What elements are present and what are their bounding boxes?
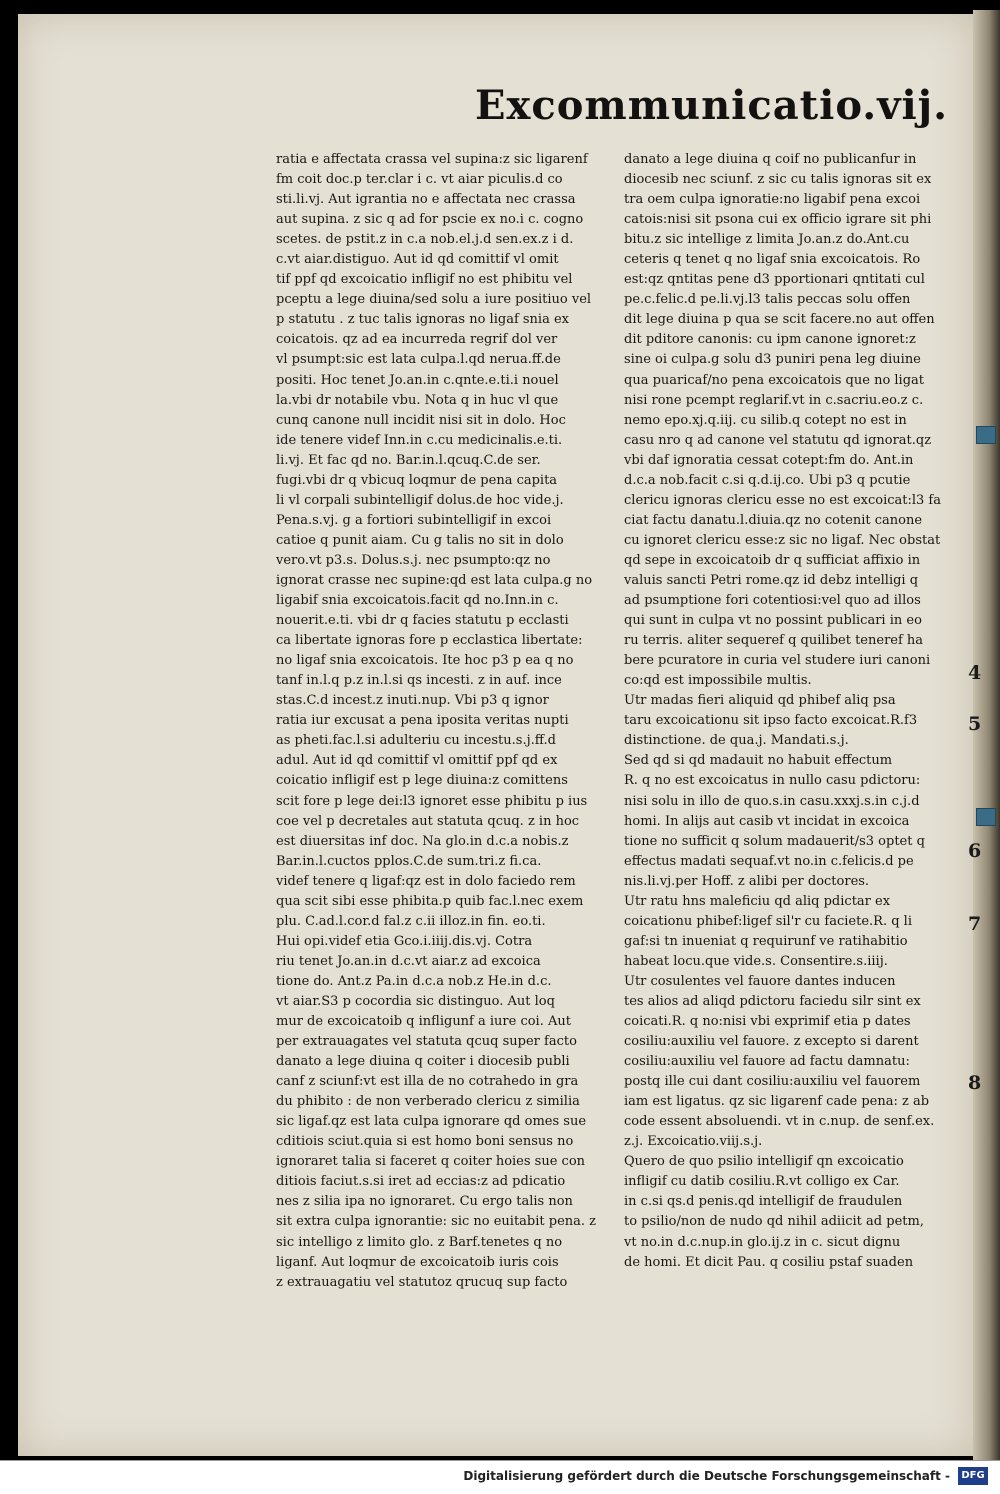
text-line: postq ille cui dant cosiliu:auxiliu vel fauorem [624,1074,921,1090]
text-line: valuis sancti Petri rome.qz id debz intelligi q [624,572,919,588]
text-line: effectus madati sequaf.vt no.in c.felicis.d pe [624,853,914,869]
text-line: riu tenet Jo.an.in d.c.vt aiar.z ad excoica [276,953,541,969]
text-line: vbi daf ignoratia cessat cotept:fm do. Ant.in [624,452,914,468]
text-line: vt no.in d.c.nup.in glo.ij.z in c. sicut dignu [624,1234,901,1250]
text-line: cosiliu:auxiliu vel fauore ad factu damnatu: [624,1054,910,1070]
text-line: ca libertate ignoras fore p ecclastica libertate: [276,633,583,649]
text-line: nisi solu in illo de quo.s.in casu.xxxj.s.in c.j.d [624,793,920,809]
text-line: canf z sciunf:vt est illa de no cotrahedo in gra [276,1074,579,1090]
text-line: Bar.in.l.cuctos pplos.C.de sum.tri.z fi.ca. [276,853,542,869]
text-line: tif ppf qd excoicatio infligif no est phibitu vel [276,272,573,288]
text-line: ru terris. aliter sequeref q quilibet teneref ha [624,633,924,649]
text-line: coe vel p decretales aut statuta qcuq. z in hoc [276,813,580,829]
margin-number: 4 [968,662,982,684]
text-line: danato a lege diuina q coiter i diocesib publi [276,1054,570,1070]
text-line: du phibito : de non verberado clericu z similia [276,1094,580,1110]
text-line: coicatio infligif est p lege diuina:z comittens [276,773,568,789]
text-line: coicati.R. q no:nisi vbi exprimif etia p dates [624,1014,911,1030]
text-line: positi. Hoc tenet Jo.an.in c.qnte.e.ti.i nouel [276,372,559,388]
text-line: ceteris q tenet q no ligaf snia excoicatois. Ro [624,252,921,268]
text-line: ide tenere videf Inn.in c.cu medicinalis.e.ti. [276,432,563,448]
text-line: qui sunt in culpa vt no possint publicari in eo [624,613,922,629]
text-line: vl psumpt:sic est lata culpa.l.qd nerua.ff.de [276,352,561,368]
text-line: adul. Aut id qd comittif vl omittif ppf qd ex [276,753,558,769]
margin-number: 8 [968,1072,982,1094]
text-line: coicationu phibef:ligef sil'r cu faciete.R. q li [624,913,912,929]
text-line: de homi. Et dicit Pau. q cosiliu pstaf suaden [624,1254,914,1270]
text-line: homi. In alijs aut casib vt incidat in excoica [624,813,910,829]
margin-number: 5 [968,713,982,735]
footer-credit: Digitalisierung gefördert durch die Deutsche Forschungsgemeinschaft - [463,1469,950,1483]
right-text-column [624,150,959,1273]
text-line: aut supina. z sic q ad for pscie ex no.i c. cogno [276,212,584,228]
text-line: tanf in.l.q p.z in.l.si qs incesti. z in auf. ince [276,673,562,689]
text-line: diocesib nec sciunf. z sic cu talis ignoras sit ex [624,172,932,188]
text-line: as pheti.fac.l.si adulteriu cu incestu.s.j.ff.d [276,733,556,749]
text-line: to psilio/non de nudo qd nihil adiicit ad petm, [624,1214,924,1230]
text-line: cosiliu:auxiliu vel fauore. z excepto si darent [624,1034,919,1050]
text-line: scit fore p lege dei:l3 ignoret esse phibitu p ius [276,793,588,809]
text-line: Hui opi.videf etia Gco.i.iiij.dis.vj. Cotra [276,933,533,949]
text-line: no ligaf snia excoicatois. Ite hoc p3 p ea q no [276,653,574,669]
text-line: videf tenere q ligaf:qz est in dolo faciedo rem [276,873,576,889]
left-text-column [276,150,606,1293]
text-line: nemo epo.xj.q.iij. cu silib.q cotept no est in [624,412,907,428]
text-line: ignorat crasse nec supine:qd est lata culpa.g no [276,572,593,588]
running-header: Excommunicatio.vij. [475,82,949,129]
text-line: code essent absoluendi. vt in c.nup. de senf.ex. [624,1114,935,1130]
text-line: ratia e affectata crassa vel supina:z sic ligarenf [276,152,588,167]
text-line: sic ligaf.qz est lata culpa ignorare qd omes sue [276,1114,587,1130]
text-line: Pena.s.vj. g a fortiori subintelligif in excoi [276,512,552,528]
text-line: mur de excoicatoib q infligunf a iure coi. Aut [276,1014,571,1030]
page-tab-marker [976,808,996,826]
text-line: per extrauagates vel statuta qcuq super facto [276,1034,577,1050]
dfg-logo-icon: DFG [958,1467,988,1485]
text-line: ignoraret talia si faceret q coiter hoies sue con [276,1154,586,1170]
text-line: nis.li.vj.per Hoff. z alibi per doctores. [624,873,870,889]
text-line: cditiois sciut.quia si est homo boni sensus no [276,1134,574,1150]
text-line: liganf. Aut loqmur de excoicatoib iuris cois [276,1254,559,1270]
text-line: danato a lege diuina q coif no publicanfur in [624,152,917,167]
text-line: fugi.vbi dr q vbicuq loqmur de pena capita [276,472,558,488]
text-line: cunq canone null incidit nisi sit in dolo. Hoc [276,412,566,428]
text-line: ligabif snia excoicatois.facit qd no.Inn.in c. [276,593,559,609]
text-line: c.vt aiar.distiguo. Aut id qd comittif vl omit [276,252,559,268]
text-line: fm coit doc.p ter.clar i c. vt aiar piculis.d co [276,172,563,188]
text-line: est:qz qntitas pene d3 pportionari qntitati cul [624,272,925,288]
text-line: clericu ignoras clericu esse no est excoicat:l3 fa [624,492,941,508]
text-line: tione do. Ant.z Pa.in d.c.a nob.z He.in d.c. [276,973,552,989]
text-line: bere pcuratore in curia vel studere iuri canoni [624,653,931,669]
text-line: iam est ligatus. qz sic ligarenf cade pena: z ab [624,1094,930,1110]
text-line: z extrauagatiu vel statutoz qrucuq sup facto [276,1274,568,1290]
text-line: casu nro q ad canone vel statutu qd ignorat.qz [624,432,932,448]
text-line: sic intelligo z limito glo. z Barf.tenetes q no [276,1234,563,1250]
text-line: Utr ratu hns maleficiu qd aliq pdictar ex [624,893,891,909]
margin-number: 6 [968,840,982,862]
text-line: cu ignoret clericu esse:z sic no ligaf. Nec obstat [624,532,941,548]
text-line: pe.c.felic.d pe.li.vj.l3 talis peccas solu offen [624,292,911,308]
text-line: habeat locu.que vide.s. Consentire.s.iiij. [624,953,888,969]
text-line: distinctione. de qua.j. Mandati.s.j. [624,733,849,749]
text-line: catioe q punit aiam. Cu g talis no sit in dolo [276,532,564,548]
text-line: tione no sufficit q solum madauerit/s3 optet q [624,833,925,849]
text-line: Quero de quo psilio intelligif qn excoicatio [624,1154,904,1170]
text-line: sti.li.vj. Aut igrantia no e affectata nec crassa [276,192,576,208]
text-line: nes z silia ipa no ignoraret. Cu ergo talis non [276,1194,573,1210]
text-line: bitu.z sic intellige z limita Jo.an.z do.Ant.cu [624,232,910,248]
text-line: qd sepe in excoicatoib dr q sufficiat affixio in [624,552,921,568]
text-line: tra oem culpa ignoratie:no ligabif pena excoi [624,192,921,208]
text-line: li.vj. Et fac qd no. Bar.in.l.qcuq.C.de ser. [276,452,541,468]
text-line: nisi rone pcempt reglarif.vt in c.sacriu.eo.z c. [624,392,924,408]
text-line: dit pditore canonis: cu ipm canone ignoret:z [624,332,916,348]
text-line: tes alios ad aliqd pdictoru faciedu silr sint ex [624,993,921,1009]
text-line: vero.vt p3.s. Dolus.s.j. nec psumpto:qz no [276,552,551,568]
footer-bar [0,1460,1000,1494]
text-line: Sed qd si qd madauit no habuit effectum [624,753,893,769]
text-line: Utr cosulentes vel fauore dantes inducen [624,973,896,989]
text-line: d.c.a nob.facit c.si q.d.ij.co. Ubi p3 q pcutie [624,472,911,488]
text-line: z.j. Excoicatio.viij.s.j. [624,1134,763,1150]
book-spine-edge [973,10,1000,1460]
text-line: p statutu . z tuc talis ignoras no ligaf snia ex [276,312,569,328]
text-line: coicatois. qz ad ea incurreda regrif dol ver [276,332,558,348]
text-line: scetes. de pstit.z in c.a nob.el.j.d sen.ex.z i d. [276,232,574,248]
text-line: la.vbi dr notabile vbu. Nota q in huc vl que [276,392,559,408]
text-line: li vl corpali subintelligif dolus.de hoc vide.j. [276,492,564,508]
text-line: vt aiar.S3 p cocordia sic distinguo. Aut loq [276,993,555,1009]
text-line: est diuersitas inf doc. Na glo.in d.c.a nobis.z [276,833,569,849]
text-line: infligif cu datib cosiliu.R.vt colligo ex Car. [624,1174,900,1190]
text-line: ditiois faciut.s.si iret ad eccias:z ad pdicatio [276,1174,566,1190]
text-line: stas.C.d incest.z inuti.nup. Vbi p3 q ignor [276,693,549,709]
text-line: dit lege diuina p qua se scit facere.no aut offen [624,312,935,328]
text-line: qua scit sibi esse phibita.p quib fac.l.nec exem [276,893,584,909]
text-line: sit extra culpa ignorantie: sic no euitabit pena. z [276,1214,597,1230]
text-line: ad psumptione fori cotentiosi:vel quo ad illos [624,593,921,609]
text-line: R. q no est excoicatus in nullo casu pdictoru: [624,773,921,789]
text-line: ratia iur excusat a pena iposita veritas nupti [276,713,569,729]
text-line: gaf:si tn inueniat q requirunf ve ratihabitio [624,933,908,949]
text-line: pceptu a lege diuina/sed solu a iure positiuo vel [276,292,592,308]
text-line: sine oi culpa.g solu d3 puniri pena leg diuine [624,352,921,368]
margin-number: 7 [968,913,982,935]
page-tab-marker [976,426,996,444]
text-line: taru excoicationu sit ipso facto excoicat.R.f3 [624,713,918,729]
text-line: qua puaricaf/no pena excoicatois que no ligat [624,372,925,388]
text-line: in c.si qs.d penis.qd intelligif de fraudulen [624,1194,903,1210]
text-line: Utr madas fieri aliquid qd phibef aliq psa [624,693,896,709]
text-line: catois:nisi sit psona cui ex officio igrare sit phi [624,212,932,228]
text-line: co:qd est impossibile multis. [624,673,812,689]
text-line: ciat factu danatu.l.diuia.qz no cotenit canone [624,512,923,528]
text-line: nouerit.e.ti. vbi dr q facies statutu p ecclasti [276,613,569,629]
text-line: plu. C.ad.l.cor.d fal.z c.ii illoz.in fin. eo.ti. [276,913,546,929]
